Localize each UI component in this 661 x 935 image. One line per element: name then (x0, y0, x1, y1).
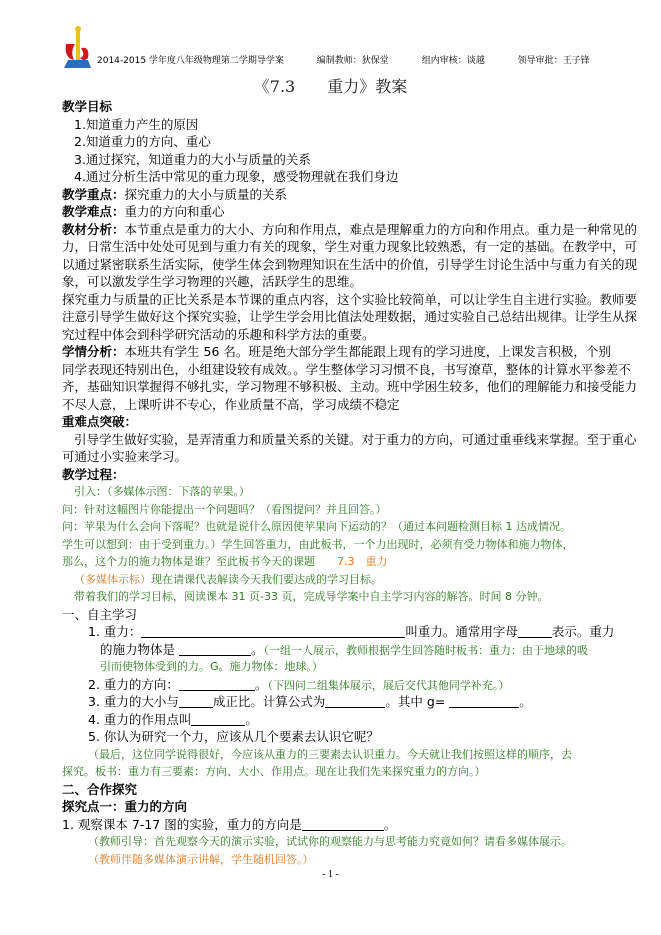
q3-blank-formula[interactable] (325, 694, 385, 708)
difficulty-label: 教学难点： (62, 204, 125, 219)
cooperation-heading: 二、合作探究 (62, 781, 138, 797)
teacher-note: （下四问二组集体展示，展后交代其他同学补充。） (267, 678, 510, 692)
material-line: 究过程中体会到科学研究活动的乐趣和科学方法的重要。 (62, 326, 375, 342)
inquiry-q1-blank[interactable] (302, 817, 384, 831)
question-line: 问：苹果为什么会向下落呢？也就是说什么原因使苹果向下运动的？（通过本问题检测目标 1 达成情况。 (62, 520, 571, 533)
students-line: 本班共有学生 56 名。班是绝大部分学生都能跟上现有的学习进度，上课发言积极，个别 (124, 344, 611, 359)
breakthrough-label: 重难点突破： (62, 414, 138, 429)
teacher-note: （一组一人展示，教师根据学生回答随时板书：重力：由于地球的吸 (263, 643, 589, 657)
goal-item: 2.知道重力的方向、重心 (74, 134, 211, 149)
q3-text: 。 (519, 694, 532, 709)
header-reviewer: 组内审核：谈越 (421, 56, 485, 66)
breakthrough-line: 引导学生做好实验，是弄清重力和质量关系的关键。对于重力的方向，可通过重垂线来掌握。至于重心 (74, 431, 637, 447)
material-line: 注意引导学生做好这个探究实验，让学生学会用比值法处理数据，通过实验自己总结出规律。让学生从探 (62, 309, 638, 324)
inquiry-q1-text: 。 (383, 816, 397, 832)
q2-text: 。 (254, 676, 268, 692)
question-line: 问：针对这幅图片你能提出一个问题吗？（看图提问？并且回答。） (62, 502, 387, 516)
goals-heading: 教学目标 (62, 99, 113, 114)
media-label: （多媒体示标） (74, 572, 151, 586)
q1-text: 叫重力。通常用字母 (405, 624, 518, 639)
page-number: - 1 - (322, 869, 339, 880)
reading-instruction: 带着我们的学习目标，阅读课本 31 页-33 页，完成导学案中自主学习内容的解答。时间 8 分钟。 (74, 590, 549, 603)
q1-blank-definition[interactable] (141, 624, 405, 638)
q4-label: 4. 重力的作用点叫 (88, 711, 192, 727)
q1-text: 表示。重力 (551, 624, 615, 639)
header-editor: 编制教师：狄保堂 (316, 56, 389, 66)
q4-blank[interactable] (191, 712, 245, 726)
material-line: 力，日常生活中处处可见到与重力有关的现象，学生对重力现象比较熟悉，有一定的基础。在教学中，可 (62, 239, 638, 254)
q3-label: 3. 重力的大小与 (88, 694, 179, 709)
q2-label: 2. 重力的方向： (88, 676, 179, 692)
teacher-note: （教师引导：首先观察今天的演示实验，试试你的观察能力与思考能力究竟如何？请看多媒体展示。 (88, 835, 572, 848)
students-line: 齐，基础知识掌握得不够扎实，学习物理不够积极、主动。班中学困生较多，他们的理解能力和接受能力 (62, 379, 638, 394)
process-label: 教学过程： (62, 466, 125, 482)
breakthrough-line: 可通过小实验来学习。 (62, 449, 188, 464)
teacher-note: （教师伴随多媒体演示讲解，学生随机回答。） (88, 852, 314, 866)
self-study-heading: 一、自主学习 (62, 606, 138, 622)
key-point-label: 教学重点： (62, 186, 125, 202)
material-label: 教材分析： (62, 221, 125, 237)
difficulty-text: 重力的方向和重心 (124, 204, 225, 219)
q1-blank-letter[interactable] (518, 624, 552, 638)
q1-blank-source[interactable] (179, 642, 251, 656)
material-line: 象，可以激发学生学习物理的兴趣，活跃学生的思维。 (62, 274, 363, 289)
inquiry-point-heading: 探究点一：重力的方向 (62, 799, 188, 814)
q3-blank-g[interactable] (449, 694, 519, 708)
teacher-note: （最后，这位同学说得很好，今应该从重力的三要素去认识重力。今天就让我们按照这样的顺序，去 (88, 747, 572, 761)
goal-item: 3.通过探究，知道重力的大小与质量的关系 (74, 151, 311, 167)
inquiry-q1-text: 1. 观察课本 7-17 图的实验，重力的方向是 (62, 816, 302, 832)
document-body (62, 98, 638, 868)
students-line: 不尽人意，上课听讲不专心，作业质量不高，学习成绩不稳定 (62, 396, 400, 412)
header-year: 2014-2015 学年度八年级物理第二学期导学案 (97, 56, 284, 66)
header-approver: 领导审批：王子锋 (517, 56, 590, 66)
q1-text: 。 (251, 641, 264, 657)
material-line: 探究重力与质量的正比关系是本节课的重点内容，这个实验比较简单，可以让学生自主进行实验。教师要 (62, 291, 638, 307)
goal-item: 4.通过分析生活中常见的重力现象，感受物理就在我们身边 (74, 169, 399, 184)
lesson-topic: 7.3 重力 (337, 555, 388, 568)
teacher-note: 引而使物体受到的力。G。施力物体：地球。） (100, 660, 324, 673)
q5-text: 5. 你认为研究一个力，应该从几个要素去认识它呢？ (88, 729, 379, 744)
goal-item: 1.知道重力产生的原因 (74, 116, 199, 132)
question-line: 学生可以想到：由于受到重力。）学生回答重力，由此板书，一个力出现时，必须有受力物体和施力物体， (62, 537, 574, 551)
page-title: 《7.3 重力》教案 (253, 77, 408, 96)
material-line: 以通过紧密联系生活实际，使学生体会到物理知识在生活中的价值，引导学生讨论生活中与重力有关的现 (62, 256, 638, 272)
q3-text: 。其中 g= (385, 694, 446, 709)
school-logo (62, 24, 92, 68)
q4-text: 。 (245, 711, 258, 727)
teacher-note: 探究。板书：重力有三要素：方向、大小、作用点。现在让我们先来探究重力的方向。） (62, 765, 486, 778)
material-line: 本节重点是重力的大小、方向和作用点，难点是理解重力的方向和作用点。重力是一种常见的 (124, 221, 638, 237)
q3-text: 成正比。计算公式为 (212, 694, 326, 709)
intro-line: 引入：（多媒体示图：下落的苹果。） (74, 485, 250, 498)
media-text: 现在请课代表解读今天我们要达成的学习目标。 (151, 572, 382, 586)
q3-blank-1[interactable] (179, 694, 213, 708)
students-label: 学情分析： (62, 344, 125, 359)
key-point-text: 探究重力的大小与质量的关系 (124, 186, 288, 202)
q1-label: 1. 重力： (88, 624, 142, 639)
q1-text: 的施力物体是 (100, 641, 176, 657)
students-line: 同学表现还特别出色，小组建设较有成效。。学生整体学习习惯不良，书写潦草，整体的计算水平参差不 (62, 361, 631, 377)
document-header (97, 53, 620, 66)
question-line: 那么，这个力的施力物体是谁？至此板书今天的课题 (62, 555, 315, 568)
q2-blank[interactable] (179, 677, 255, 691)
